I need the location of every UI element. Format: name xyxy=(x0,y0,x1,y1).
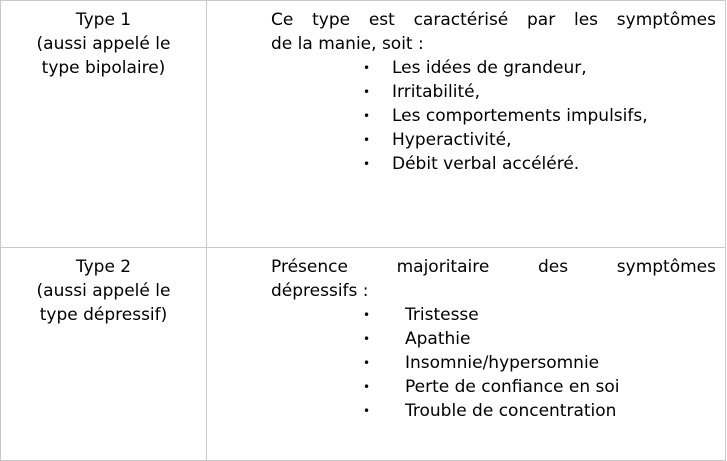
type-1-label-cell xyxy=(1,1,207,248)
bullet-icon: • xyxy=(363,133,371,147)
type-1-intro xyxy=(271,8,716,56)
type-2-intro-line-2: dépressifs : xyxy=(271,281,369,301)
list-item xyxy=(271,303,716,327)
list-item-text: Les comportements impulsifs, xyxy=(392,106,648,126)
type-1-intro-line-1: Ce type est caractérisé par les symptômes xyxy=(271,10,716,30)
list-item-text: Perte de confiance en soi xyxy=(405,377,620,397)
bullet-icon: • xyxy=(363,308,371,322)
type-2-title: Type 2 xyxy=(75,257,132,277)
bullet-icon: • xyxy=(363,380,371,394)
bullet-icon: • xyxy=(363,332,371,346)
list-item xyxy=(271,128,716,152)
bullet-icon: • xyxy=(363,356,371,370)
list-item xyxy=(271,327,716,351)
list-item xyxy=(271,104,716,128)
table-row-type-1 xyxy=(1,1,726,248)
type-1-symptom-list xyxy=(271,56,716,176)
bullet-icon: • xyxy=(363,61,371,75)
list-item xyxy=(271,80,716,104)
type-2-symptom-list xyxy=(271,303,716,423)
type-1-title: Type 1 xyxy=(75,10,132,30)
type-2-subtitle-line-1: (aussi appelé le xyxy=(36,281,171,301)
list-item-text: Trouble de concentration xyxy=(405,401,617,421)
list-item-text: Les idées de grandeur, xyxy=(392,58,587,78)
list-item-text: Insomnie/hypersomnie xyxy=(405,353,600,373)
bullet-icon: • xyxy=(363,157,371,171)
type-2-intro xyxy=(271,255,716,303)
type-2-intro-line-1: Présence majoritaire des symptômes xyxy=(271,257,716,277)
bullet-icon: • xyxy=(363,85,371,99)
bullet-icon: • xyxy=(363,404,371,418)
type-2-subtitle-line-2: type dépressif) xyxy=(39,305,168,325)
bullet-icon: • xyxy=(363,109,371,123)
list-item xyxy=(271,56,716,80)
list-item-text: Tristesse xyxy=(405,305,479,325)
type-2-description-cell xyxy=(207,248,726,461)
type-1-intro-line-2: de la manie, soit : xyxy=(271,34,424,54)
type-1-description-cell xyxy=(207,1,726,248)
list-item xyxy=(271,399,716,423)
type-1-subtitle-line-1: (aussi appelé le xyxy=(36,34,171,54)
list-item-text: Irritabilité, xyxy=(392,82,480,102)
list-item-text: Hyperactivité, xyxy=(392,130,512,150)
list-item-text: Apathie xyxy=(405,329,471,349)
list-item xyxy=(271,351,716,375)
type-1-subtitle-line-2: type bipolaire) xyxy=(41,58,166,78)
type-2-label-cell xyxy=(1,248,207,461)
table-row-type-2 xyxy=(1,248,726,461)
list-item-text: Débit verbal accéléré. xyxy=(392,154,580,174)
list-item xyxy=(271,375,716,399)
list-item xyxy=(271,152,716,176)
